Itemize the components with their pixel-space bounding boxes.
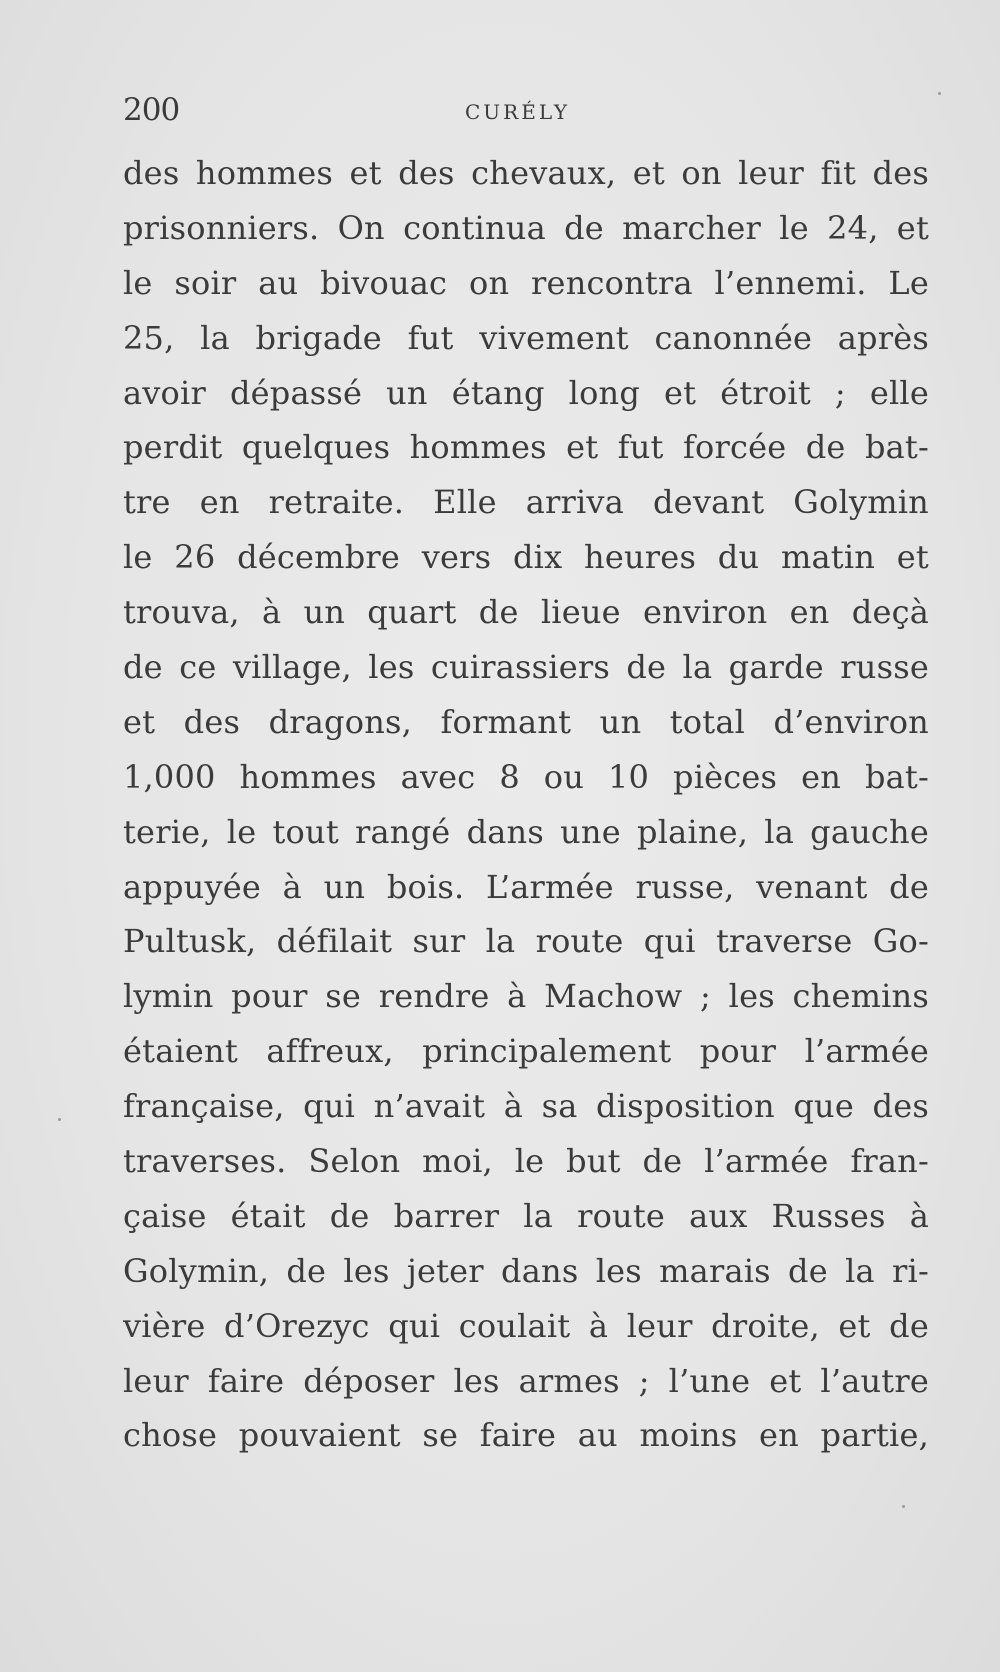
text-line: Golymin, de les jeter dans les marais de la ri- bbox=[123, 1251, 929, 1290]
text-line: des hommes et des chevaux, et on leur fit des bbox=[123, 154, 929, 192]
body-text bbox=[123, 146, 929, 1463]
page-number: 200 bbox=[123, 92, 180, 128]
text-line: vière d’Orezyc qui coulait à leur droite, et de bbox=[123, 1306, 929, 1345]
text-line: tre en retraite. Elle arriva devant Golymin bbox=[123, 483, 929, 522]
paper-speck bbox=[902, 1505, 905, 1508]
text-line: lymin pour se rendre à Machow ; les chemins bbox=[123, 977, 929, 1016]
text-line: chose pouvaient se faire au moins en partie, bbox=[123, 1416, 929, 1455]
text-line: perdit quelques hommes et fut forcée de bat- bbox=[123, 428, 929, 467]
text-line: et des dragons, formant un total d’environ bbox=[123, 702, 929, 741]
page-header bbox=[123, 90, 929, 130]
text-line: trouva, à un quart de lieue environ en deçà bbox=[123, 593, 929, 632]
text-line: le soir au bivouac on rencontra l’ennemi. Le bbox=[123, 263, 929, 302]
paper-speck bbox=[938, 92, 941, 95]
text-line: prisonniers. On continua de marcher le 24, et bbox=[123, 208, 929, 247]
text-line: de ce village, les cuirassiers de la garde russe bbox=[123, 648, 929, 687]
text-line: 1,000 hommes avec 8 ou 10 pièces en bat- bbox=[123, 757, 929, 796]
paper-speck bbox=[58, 1118, 61, 1121]
text-line: terie, le tout rangé dans une plaine, la gauche bbox=[123, 812, 929, 851]
text-line: traverses. Selon moi, le but de l’armée fran- bbox=[123, 1142, 929, 1181]
text-line: Pultusk, défilait sur la route qui traverse Go- bbox=[123, 922, 929, 961]
text-line: le 26 décembre vers dix heures du matin et bbox=[123, 538, 929, 577]
text-line: étaient affreux, principalement pour l’armée bbox=[123, 1032, 929, 1071]
text-line: avoir dépassé un étang long et étroit ; elle bbox=[123, 373, 929, 412]
running-head: CURÉLY bbox=[465, 100, 571, 124]
text-line: çaise était de barrer la route aux Russes à bbox=[123, 1196, 929, 1235]
text-line: 25, la brigade fut vivement canonnée après bbox=[123, 318, 929, 357]
text-line: leur faire déposer les armes ; l’une et l’autre bbox=[123, 1361, 929, 1400]
text-line: appuyée à un bois. L’armée russe, venant de bbox=[123, 867, 929, 906]
text-line: française, qui n’avait à sa disposition que des bbox=[123, 1087, 929, 1126]
